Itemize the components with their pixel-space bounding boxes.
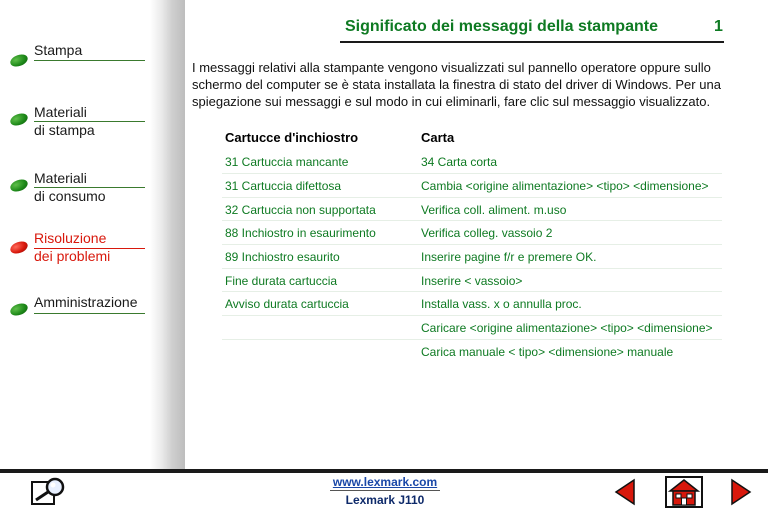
sidebar-item-label: Risoluzione	[34, 230, 107, 246]
sidebar-item-sublabel: di consumo	[34, 188, 106, 204]
magnifier-icon[interactable]	[30, 476, 70, 508]
sidebar-item-sublabel: di stampa	[34, 122, 95, 138]
sidebar-item-label: Amministrazione	[34, 294, 138, 310]
row-divider	[222, 197, 722, 198]
footer-divider	[330, 490, 440, 491]
home-icon[interactable]	[665, 476, 703, 508]
left-arrow-icon[interactable]	[614, 478, 636, 506]
row-divider	[222, 268, 722, 269]
sidebar-item-materiali-di-consumo[interactable]	[10, 170, 145, 210]
sidebar-item-divider	[34, 313, 145, 314]
sidebar-item-amministrazione[interactable]	[10, 294, 145, 334]
row-divider	[222, 173, 722, 174]
message-link-paper[interactable]: Verifica colleg. vassoio 2	[421, 226, 553, 240]
intro-paragraph: I messaggi relativi alla stampante vengono visualizzati sul pannello operatore oppure sullo schermo del computer se è stata installata la finestra di stato del driver di Windows. Per una spiegazione sui messaggi e sul modo in cui eliminarli, fare clic sul messaggio visualizzato.	[192, 60, 721, 109]
red-bullet-icon	[9, 239, 30, 255]
message-link-ink[interactable]: 31 Cartuccia mancante	[225, 155, 349, 169]
header-divider	[340, 41, 724, 43]
page-title: Significato dei messaggi della stampante	[345, 18, 658, 35]
row-divider	[222, 315, 722, 316]
footer-url-link[interactable]: www.lexmark.com	[332, 475, 438, 489]
column-header-ink: Cartucce d'inchiostro	[225, 130, 359, 145]
footer-bar	[0, 469, 768, 473]
green-bullet-icon	[9, 111, 30, 127]
message-link-ink[interactable]: 89 Inchiostro esaurito	[225, 250, 340, 264]
column-header-paper: Carta	[421, 130, 455, 145]
sidebar-item-risoluzione-dei-problemi[interactable]	[10, 230, 145, 270]
green-bullet-icon	[9, 177, 30, 193]
sidebar-item-label: Materiali	[34, 104, 87, 120]
row-divider	[222, 291, 722, 292]
sidebar-item-label: Materiali	[34, 170, 87, 186]
sidebar-item-divider	[34, 60, 145, 61]
message-link-paper[interactable]: Inserire < vassoio>	[421, 274, 523, 288]
message-link-paper[interactable]: Inserire pagine f/r e premere OK.	[421, 250, 597, 264]
message-link-paper[interactable]: Cambia <origine alimentazione> <tipo> <dimensione>	[421, 179, 709, 193]
right-arrow-icon[interactable]	[730, 478, 752, 506]
row-divider	[222, 244, 722, 245]
footer-model-name: Lexmark J110	[345, 493, 425, 507]
message-link-ink[interactable]: Fine durata cartuccia	[225, 274, 338, 288]
message-link-ink[interactable]: 32 Cartuccia non supportata	[225, 203, 376, 217]
message-link-ink[interactable]: 31 Cartuccia difettosa	[225, 179, 342, 193]
sidebar-item-label: Stampa	[34, 42, 83, 58]
sidebar-item-materiali-di-stampa[interactable]	[10, 104, 145, 144]
message-link-paper[interactable]: Carica manuale < tipo> <dimensione> manuale	[421, 345, 674, 359]
row-divider	[222, 339, 722, 340]
row-divider	[222, 220, 722, 221]
sidebar-item-sublabel: dei problemi	[34, 248, 111, 264]
message-link-paper[interactable]: Caricare <origine alimentazione> <tipo> <dimensione>	[421, 321, 713, 335]
green-bullet-icon	[9, 301, 30, 317]
green-bullet-icon	[9, 52, 30, 68]
message-link-paper[interactable]: 34 Carta corta	[421, 155, 498, 169]
message-link-paper[interactable]: Installa vass. x o annulla proc.	[421, 297, 582, 311]
sidebar-item-stampa[interactable]	[10, 40, 145, 80]
message-link-paper[interactable]: Verifica coll. aliment. m.uso	[421, 203, 567, 217]
message-link-ink[interactable]: Avviso durata cartuccia	[225, 297, 349, 311]
message-link-ink[interactable]: 88 Inchiostro in esaurimento	[225, 226, 376, 240]
page-number: 1	[714, 18, 723, 35]
